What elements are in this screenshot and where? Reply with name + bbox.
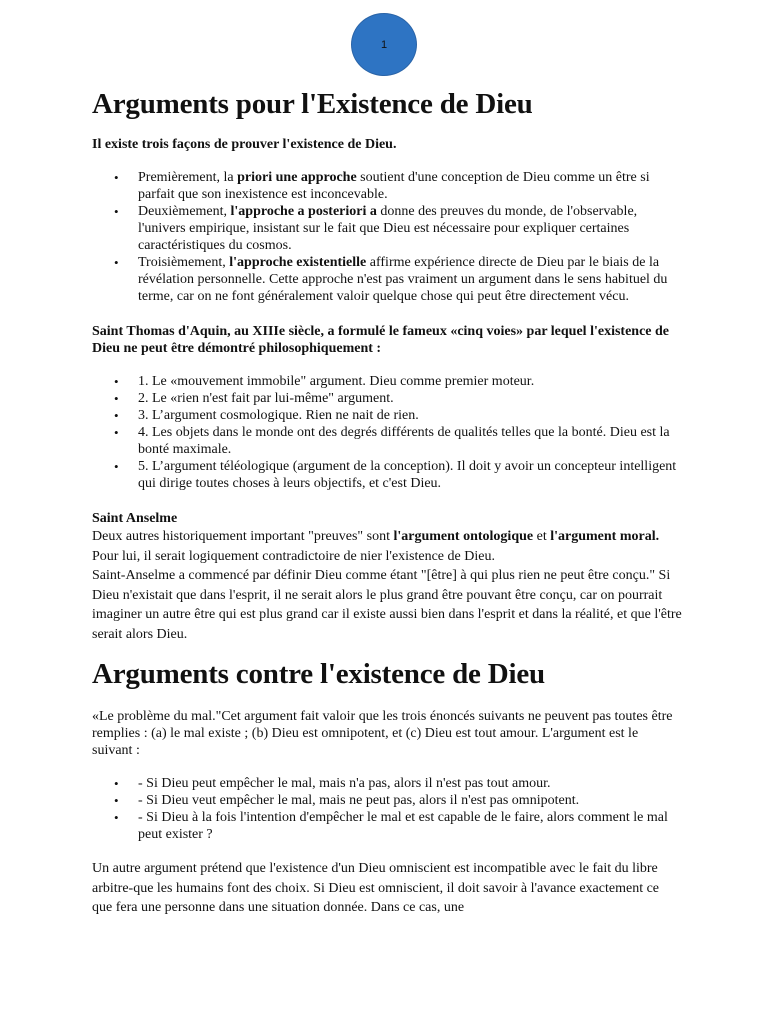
anselme-paragraph-1: Deux autres historiquement important "preuves" sont l'argument ontologique et l'argument moral. Pour lui, il serait logiquement contradictoire de nier l'existence de Dieu. [92, 529, 660, 564]
list-item: • - Si Dieu à la fois l'intention d'empêcher le mal et est capable de le faire, alors comment le mal peut exister ? [138, 809, 682, 843]
list-item: • Deuxièmement, l'approche a posteriori a donne des preuves du monde, de l'observable, l'univers empirique, insistant sur le fait que Dieu est nécessaire pour expliquer certaines caractéristiques du cosmos. [138, 203, 682, 254]
section-title-for: Arguments pour l'Existence de Dieu [92, 88, 533, 120]
list-item: • Premièrement, la priori une approche soutient d'une conception de Dieu comme un être si parfait que son inexistence est inconcevable. [138, 169, 682, 203]
list-item: • 2. Le «rien n'est fait par lui-même" argument. [138, 390, 682, 407]
list-item: • 1. Le «mouvement immobile" argument. Dieu comme premier moteur. [138, 373, 682, 390]
list-item: • - Si Dieu veut empêcher le mal, mais ne peut pas, alors il n'est pas omnipotent. [138, 792, 682, 809]
page-number: 1 [380, 38, 388, 51]
section-title-against: Arguments contre l'existence de Dieu [92, 658, 545, 690]
intro-paragraph: Il existe trois façons de prouver l'existence de Dieu. [92, 137, 397, 152]
list-item: • Troisièmement, l'approche existentielle affirme expérience directe de Dieu par le biais de la révélation personnelle. Cette approche n'est pas vraiment un argument dans le sens habituel du terme, car on ne font généralement valoir quelque chose qui peut être directement vécu. [138, 254, 682, 305]
anselme-paragraph-2: Saint-Anselme a commencé par définir Dieu comme étant "[être] à qui plus rien ne peut être conçu." Si Dieu n'existait que dans l'esprit, il ne serait alors le plus grand être pouvant être conçu, car on pourrait imaginer un autre être qui est plus grand car il existe aussi bien dans l'esprit et dans la réalité, et que l'être serait alors Dieu. [92, 568, 682, 642]
aquinas-intro: Saint Thomas d'Aquin, au XIIIe siècle, a formulé le fameux «cinq voies» par lequel l'existence de Dieu ne peut être démontré philosophiquement : [92, 324, 669, 356]
problem-of-evil-intro: «Le problème du mal."Cet argument fait valoir que les trois énoncés suivants ne peuvent pas toutes être remplies : (a) le mal existe ; (b) Dieu est omnipotent, et (c) Dieu est tout amour. L'argument est le suivant : [92, 709, 673, 758]
five-ways-list [92, 373, 682, 492]
three-ways-list [92, 169, 682, 305]
list-item: • 4. Les objets dans le monde ont des degrés différents de qualités telles que la bonté. Dieu est la bonté maximale. [138, 424, 682, 458]
page-number-badge [351, 13, 417, 76]
evil-points-list [92, 775, 682, 843]
list-item: • 3. L’argument cosmologique. Rien ne nait de rien. [138, 407, 682, 424]
document-body [92, 86, 682, 918]
list-item: • 5. L’argument téléologique (argument de la conception). Il doit y avoir un concepteur intelligent qui dirige toutes choses à leurs objectifs, et c'est Dieu. [138, 458, 682, 492]
free-will-paragraph: Un autre argument prétend que l'existence d'un Dieu omniscient est incompatible avec le fait du libre arbitre-que les humains font des choix. Si Dieu est omniscient, il doit savoir à l'avance exactement ce que fera une personne dans une situation donnée. Dans ce cas, une [92, 861, 660, 915]
anselme-heading: Saint Anselme [92, 511, 178, 526]
list-item: • - Si Dieu peut empêcher le mal, mais n'a pas, alors il n'est pas tout amour. [138, 775, 682, 792]
